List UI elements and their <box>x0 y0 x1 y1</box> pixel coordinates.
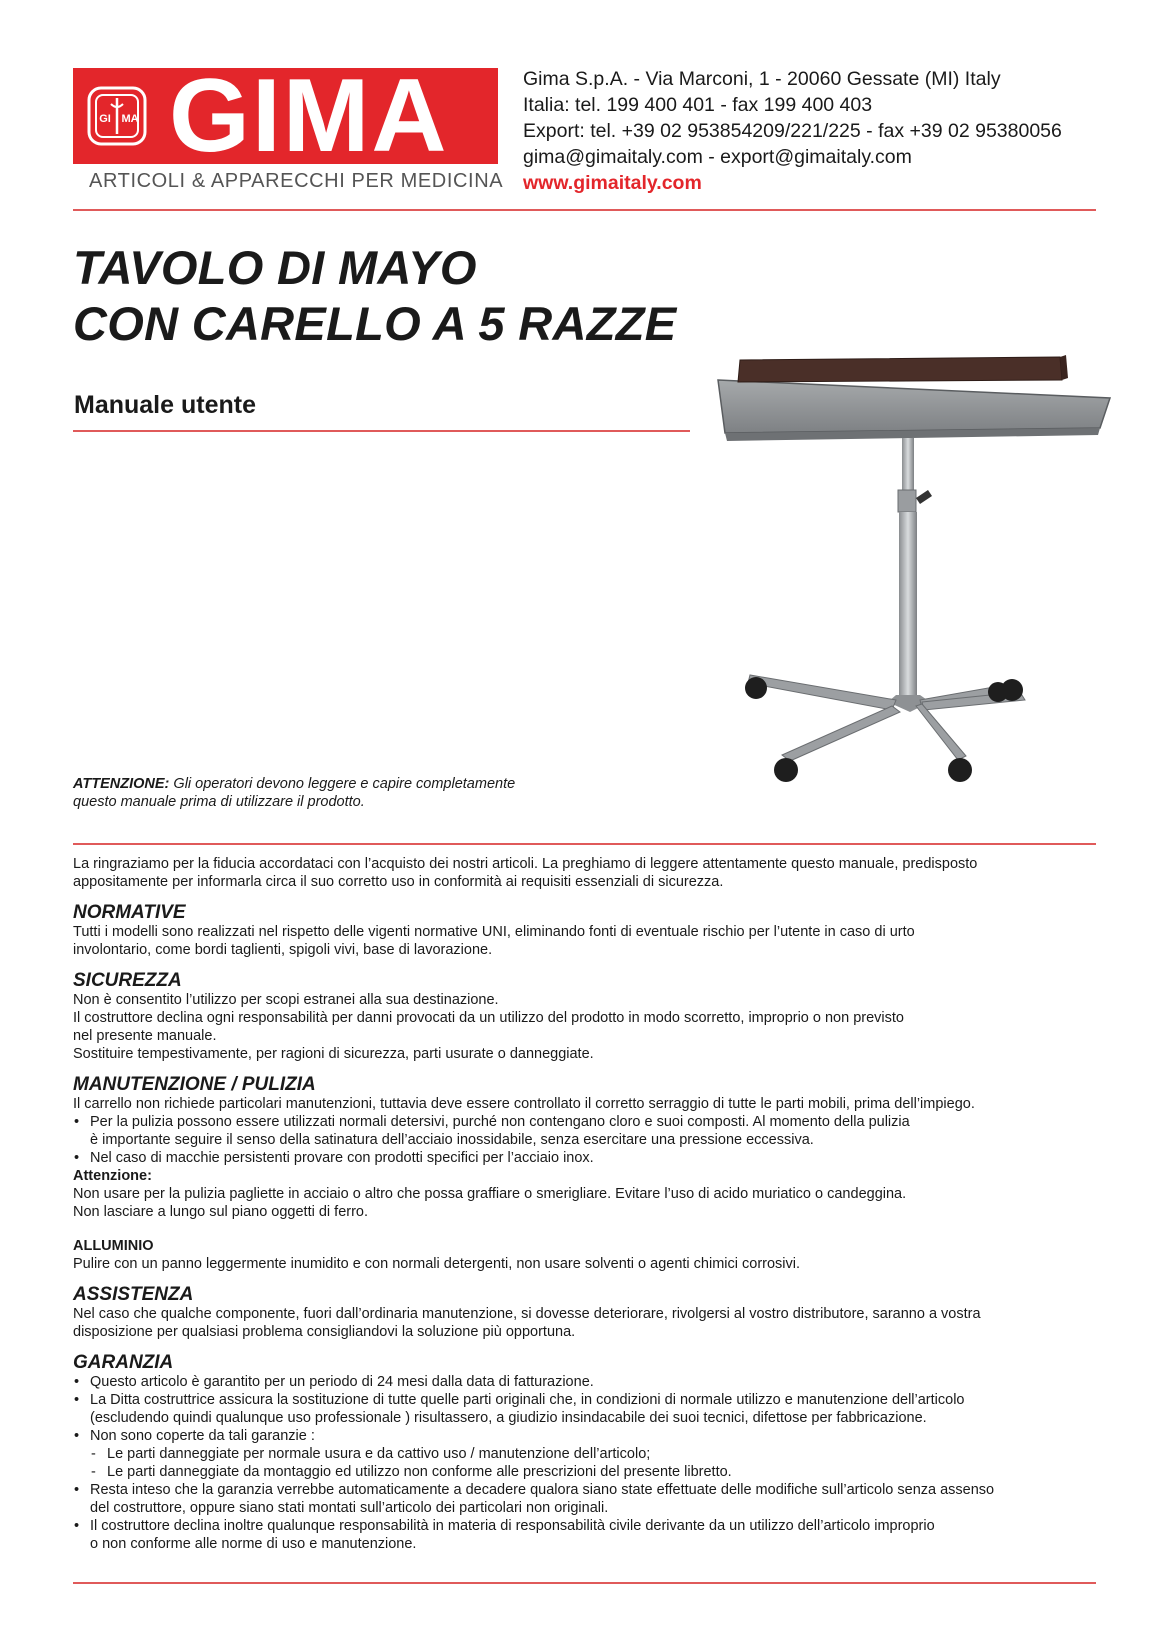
attention-line-1: Non usare per la pulizia pagliette in acciaio o altro che possa graffiare o smerigliare. Evitare l’uso di acido muriatico o candeggina. <box>73 1186 907 1202</box>
manutenzione-line: Il carrello non richiede particolari manutenzioni, tuttavia deve essere controllato il corretto serraggio di tutte le parti mobili, prima dell’impiego. <box>73 1096 975 1112</box>
website-link[interactable]: www.gimaitaly.com <box>523 172 702 194</box>
sicurezza-line-3: nel presente manuale. <box>73 1028 217 1044</box>
garanzia-bullet-1: • Questo articolo è garantito per un periodo di 24 mesi dalla data di fatturazione. <box>73 1373 1093 1391</box>
warning-line-2: questo manuale prima di utilizzare il prodotto. <box>73 794 365 810</box>
svg-text:MA: MA <box>121 113 139 125</box>
intro-divider <box>73 843 1096 845</box>
attention-label: Attenzione: <box>73 1168 152 1184</box>
section-heading-garanzia: GARANZIA <box>73 1352 174 1373</box>
warning-line-1: Gli operatori devono leggere e capire completamente <box>169 776 516 792</box>
contact-export-phone: Export: tel. +39 02 953854209/221/225 - fax +39 02 95380056 <box>523 120 1062 142</box>
intro-line-1: La ringraziamo per la fiducia accordataci con l’acquisto dei nostri articoli. La preghiamo di leggere attentamente questo manuale, predisposto <box>73 856 978 872</box>
garanzia-bullet-3: • Non sono coperte da tali garanzie : <box>73 1427 1093 1445</box>
brand-name: GIMA <box>169 58 449 174</box>
contact-emails[interactable]: gima@gimaitaly.com - export@gimaitaly.com <box>523 146 912 168</box>
garanzia-bullet-5: • Il costruttore declina inoltre qualunque responsabilità in materia di responsabilità civile derivante da un utilizzo dell’articolo improprio o non conforme alle norme di uso e manutenzione. <box>73 1517 1093 1553</box>
title-line-1: TAVOLO DI MAYO <box>73 241 477 294</box>
title-line-2: CON CARELLO A 5 RAZZE <box>73 297 677 350</box>
manutenzione-bullet-1: • Per la pulizia possono essere utilizzati normali detersivi, purché non contengano cloro e suoi composti. Al momento della pulizia è importante seguire il senso della satinatura dell’acciaio inossidabile, senza esercitare una pressione eccessiva. <box>73 1113 1093 1149</box>
sicurezza-line-4: Sostituire tempestivamente, per ragioni di sicurezza, parti usurate o danneggiate. <box>73 1046 594 1062</box>
gima-logo <box>73 58 498 174</box>
manual-body <box>73 855 1093 1553</box>
contact-address: Gima S.p.A. - Via Marconi, 1 - 20060 Gessate (MI) Italy <box>523 68 1001 90</box>
contact-block <box>523 66 1062 196</box>
manutenzione-bullet-2: • Nel caso di macchie persistenti provare con prodotti specifici per l’acciaio inox. <box>73 1149 1093 1167</box>
aluminium-label: ALLUMINIO <box>73 1238 154 1254</box>
gima-emblem-icon <box>87 86 147 146</box>
garanzia-bullet-4: • Resta inteso che la garanzia verrebbe automaticamente a decadere qualora siano state effettuate delle modifiche sull’articolo senza assenso del costruttore, oppure siano stati montati sull’articolo dei particolari non originali. <box>73 1481 1093 1517</box>
subtitle-divider <box>73 430 690 432</box>
warning-label: ATTENZIONE: <box>73 776 170 792</box>
page-title <box>73 240 676 352</box>
brand-tagline: ARTICOLI & APPARECCHI PER MEDICINA <box>89 170 504 192</box>
garanzia-dash-1: - Le parti danneggiate per normale usura e da cattivo uso / manutenzione dell’articolo; <box>73 1445 1093 1463</box>
sicurezza-line-2: Il costruttore declina ogni responsabilità per danni provocati da un utilizzo del prodotto in modo scorretto, improprio o non previsto <box>73 1010 904 1026</box>
normative-line-1: Tutti i modelli sono realizzati nel rispetto delle vigenti normative UNI, eliminando fonti di eventuale rischio per l’utente in caso di urto <box>73 924 915 940</box>
page-subtitle: Manuale utente <box>74 391 256 419</box>
footer-divider <box>73 1582 1096 1584</box>
mayo-table-illustration <box>700 340 1120 830</box>
aluminium-line: Pulire con un panno leggermente inumidito e con normali detergenti, non usare solventi o agenti chimici corrosivi. <box>73 1256 801 1272</box>
assistenza-line-2: disposizione per qualsiasi problema consigliandovi la soluzione più opportuna. <box>73 1324 576 1340</box>
sicurezza-line-1: Non è consentito l’utilizzo per scopi estranei alla sua destinazione. <box>73 992 499 1008</box>
contact-italy-phone: Italia: tel. 199 400 401 - fax 199 400 403 <box>523 94 873 116</box>
section-heading-normative: NORMATIVE <box>73 902 186 923</box>
assistenza-line-1: Nel caso che qualche componente, fuori dall’ordinaria manutenzione, si dovesse deteriorare, rivolgersi al vostro distributore, saranno a vostra <box>73 1306 981 1322</box>
garanzia-bullet-2: • La Ditta costruttrice assicura la sostituzione di tutte quelle parti originali che, in condizioni di normale utilizzo e manutenzione dell’articolo (escludendo quindi qualunque uso professionale ) risultassero, a giudizio insindacabile dei suoi tecnici, difettose per fabbricazione. <box>73 1391 1093 1427</box>
section-heading-manutenzione: MANUTENZIONE / PULIZIA <box>73 1074 316 1095</box>
garanzia-dash-2: - Le parti danneggiate da montaggio ed utilizzo non conforme alle prescrizioni del presente libretto. <box>73 1463 1093 1481</box>
normative-line-2: involontario, come bordi taglienti, spigoli vivi, base di lavorazione. <box>73 942 493 958</box>
section-heading-sicurezza: SICUREZZA <box>73 970 182 991</box>
header-divider <box>73 209 1096 211</box>
intro-line-2: appositamente per informarla circa il suo corretto uso in conformità ai requisiti essenziali di sicurezza. <box>73 874 724 890</box>
attention-line-2: Non lasciare a lungo sul piano oggetti di ferro. <box>73 1204 369 1220</box>
section-heading-assistenza: ASSISTENZA <box>73 1284 194 1305</box>
warning-note <box>73 775 593 811</box>
svg-text:GI: GI <box>99 113 111 125</box>
